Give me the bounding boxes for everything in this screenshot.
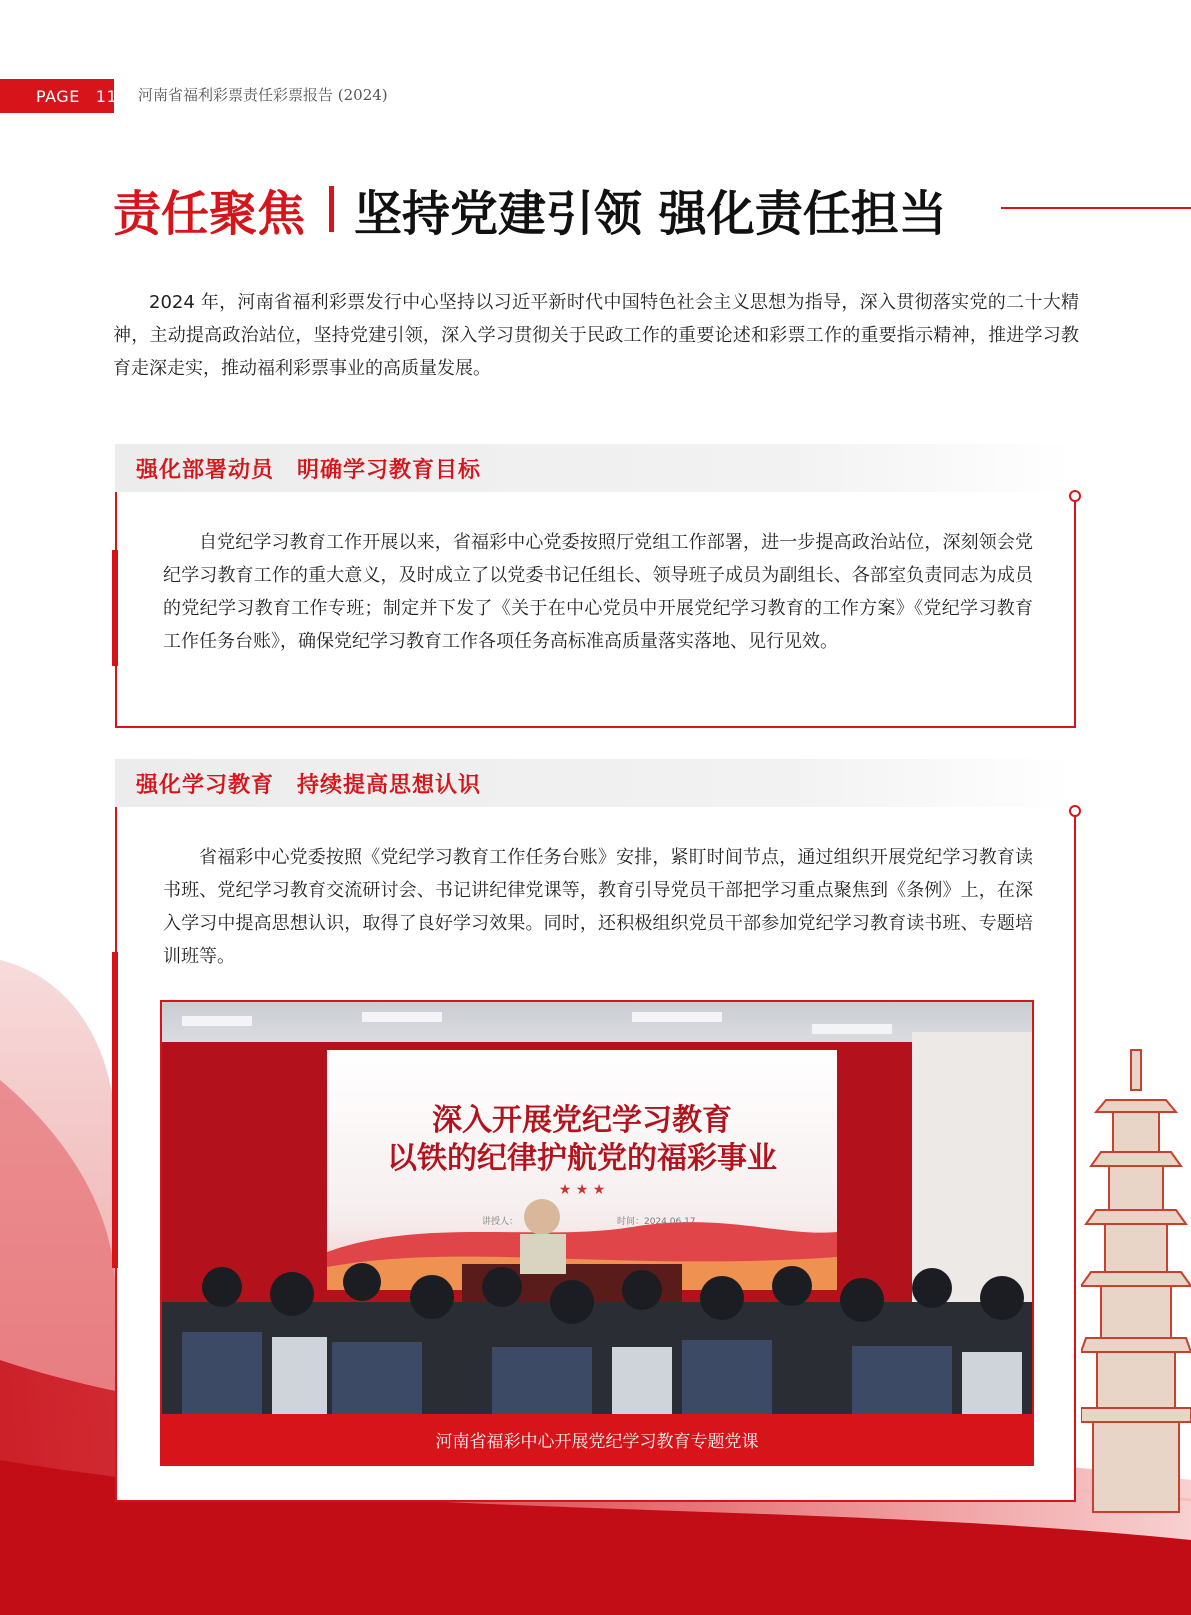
intro-paragraph: 2024 年，河南省福利彩票发行中心坚持以习近平新时代中国特色社会主义思想为指导，深入贯彻落实党的二十大精神，主动提高政治站位，坚持党建引领，深入学习贯彻关于民政工作的重要论述和彩票工作的重要指示精神，推进学习教育走深走实，推动福利彩票事业的高质量发展。 — [113, 292, 1079, 379]
screen-line-2: 以铁的纪律护航党的福彩事业 — [387, 1142, 777, 1175]
section-paragraph: 自党纪学习教育工作开展以来，省福彩中心党委按照厅党组工作部署，进一步提高政治站位，深刻领会党纪学习教育工作的重大意义，及时成立了以党委书记任组长、领导班子成员为副组长、各部室负责同志为成员的党纪学习教育工作专班；制定并下发了《关于在中心党员中开展党纪学习教育的工作方案》《党纪学习教育工作任务台账》，确保党纪学习教育工作各项任务高标准高质量落实落地、见行见效。 — [163, 532, 1033, 652]
section-heading-2 — [115, 759, 1075, 807]
section-heading-1 — [115, 444, 1075, 492]
title-main: 坚持党建引领 强化责任担当 — [354, 185, 947, 242]
report-title: 河南省福利彩票责任彩票报告 (2024) — [138, 86, 388, 104]
screen-stars: ★ ★ ★ — [558, 1182, 606, 1198]
title-divider — [329, 186, 334, 232]
page-title — [113, 178, 947, 240]
section-heading-text: 强化部署动员 明确学习教育目标 — [136, 457, 482, 483]
section-accent-bar — [112, 550, 118, 666]
section-accent-bar — [112, 952, 118, 1268]
screen-speaker-label: 讲授人： — [482, 1217, 519, 1227]
page-tab — [0, 79, 118, 113]
lecture-photo — [162, 1002, 1032, 1414]
title-rule — [1001, 207, 1191, 209]
screen-time-label: 时间：2024.06.17 — [617, 1217, 696, 1227]
section-heading-text: 强化学习教育 持续提高思想认识 — [136, 772, 482, 798]
section-box-1 — [115, 492, 1076, 728]
page-label: PAGE — [36, 86, 80, 106]
photo-caption: 河南省福彩中心开展党纪学习教育专题党课 — [162, 1414, 1032, 1464]
photo-frame — [160, 1000, 1034, 1466]
pagoda-illustration — [1081, 1030, 1191, 1530]
section-paragraph: 省福彩中心党委按照《党纪学习教育工作任务台账》安排，紧盯时间节点，通过组织开展党纪学习教育读书班、党纪学习教育交流研讨会、书记讲纪律党课等，教育引导党员干部把学习重点聚焦到《条例》上，在深入学习中提高思想认识，取得了良好学习效果。同时，还积极组织党员干部参加党纪学习教育读书班、专题培训班等。 — [163, 847, 1033, 967]
screen-line-1: 深入开展党纪学习教育 — [432, 1104, 732, 1137]
title-category: 责任聚焦 — [113, 185, 306, 242]
page-number: 11 — [95, 86, 118, 106]
